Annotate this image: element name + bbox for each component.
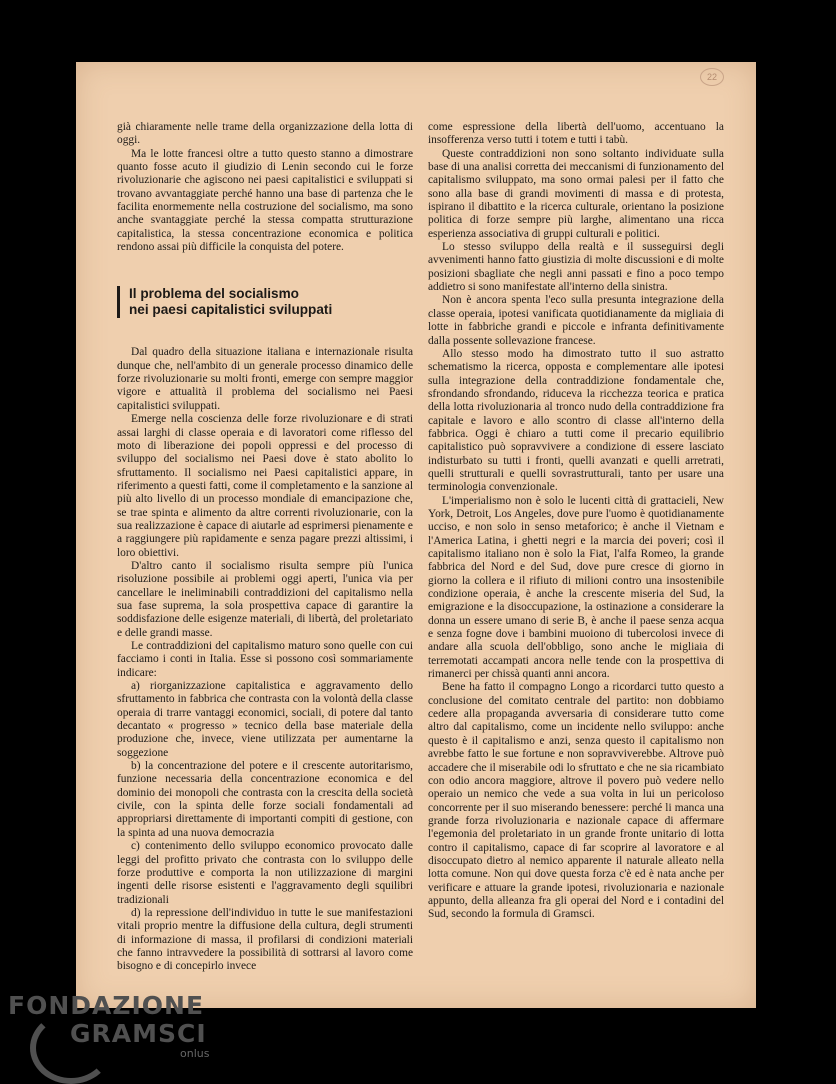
left-list-item-b: b) la concentrazione del potere e il crescente autoritarismo, funzione necessaria della concentrazione economica e del dominio dei monopoli che contrasta con la crescita della società civile, con la spinta delle forze sociali fondamentali ad appropriarsi direttamente di importanti compiti di gestione, con la spinta ad una nuova democrazia [117, 760, 413, 839]
right-paragraph-6: L'imperialismo non è solo le lucenti città di grattacieli, New York, Detroit, Los Angeles, dove pure l'uomo è quotidianamente ucciso, e non solo in senso metaforico; è anche il Vietnam e l'America Latina, i ghetti negri e la marcia dei poveri; così il capitalismo italiano non è solo la Fiat, l'alfa Romeo, la grande fabbrica del Nord e del Sud, dove pure cresce di giorno in giorno la collera e il rifiuto di milioni contro una insostenibile condizione operaia, è anche la crescente miseria del Sud, la emigrazione e la disoccupazione, la ostinazione a considerare la donna un essere umano di serie B, è anche il paese senza acqua e senza fogne dove i bambini muoiono di tubercolosi invece di andare alla scuola dell'obbligo, sono anche le migliaia di terremotati accampati ancora nelle tende con la prospettiva di rimanerci per chissà quanti anni ancora. [428, 494, 724, 681]
left-body-paragraph-3: D'altro canto il socialismo risulta sempre più l'unica risoluzione possibile ai problemi oggi aperti, l'unica via per cancellare le ineliminabili contraddizioni del capitalismo nella sua fase suprema, la sola prospettiva capace di garantire la soddisfazione delle esigenze materiali, di libertà, del proletariato e delle grandi masse. [117, 559, 413, 639]
left-list-item-c: c) contenimento dello sviluppo economico provocato dalle leggi del profitto privato che contrasta con lo sviluppo delle forze produttive e comporta la non utilizzazione di margini ingenti delle risorse esistenti e l'aggravamento degli squilibri tradizionali [117, 840, 413, 906]
logo-line-3: onlus [180, 1047, 210, 1060]
page-number-stamp: 22 [700, 68, 724, 86]
logo-line-1: FONDAZIONE [8, 991, 205, 1020]
right-paragraph-1: come espressione della libertà dell'uomo, accentuano la insofferenza verso tutti i totem e tutti i tabù. [428, 121, 724, 147]
section-heading-line-2: nei paesi capitalistici sviluppati [129, 302, 333, 318]
left-intro-paragraph-2: Ma le lotte francesi oltre a tutto questo stanno a dimostrare quanto fosse acuto il giudizio di Lenin secondo cui le forze rivoluzionarie che agiscono nei paesi capitalistici e sviluppati si trovano avvantaggiate perché hanno una base di partenza che le facilita enormemente nella costruzione del socialismo, ma sono anche svantaggiate perché la stessa compatta strutturazione capitalistica, la stessa concentrazione economica e politica rendono assai più difficile la conquista del potere. [117, 147, 413, 254]
right-column [428, 121, 724, 922]
right-paragraph-4: Non è ancora spenta l'eco sulla presunta integrazione della classe operaia, ipotesi vanificata quotidianamente da migliaia di lotte in fabbriche grandi e piccole e infranta definitivamente dalla possente sollevazione francese. [428, 294, 724, 347]
left-list-item-d: d) la repressione dell'individuo in tutte le sue manifestazioni vitali proprio mentre la diffusione della cultura, degli strumenti di informazione di massa, il profilarsi di condizioni materiali che fanno intravvedere la possibilità di sottrarsi al lavoro come bisogno e di concepirlo invece [117, 906, 413, 973]
left-body-paragraph-4: Le contraddizioni del capitalismo maturo sono quelle con cui facciamo i conti in Italia. Esse si possono così sommariamente indicare: [117, 640, 413, 679]
left-column [117, 121, 413, 974]
fondazione-gramsci-logo [8, 992, 209, 1060]
right-paragraph-5: Allo stesso modo ha dimostrato tutto il suo astratto schematismo la ricerca, opposta e complementare alle ipotesi sulla integrazione della contraddizione fondamentale che, sfrondando sfrondando, riduceva la ricchezza teorica e pratica della lotta rivoluzionaria al tronco nudo della contraddizione fra capitale e lavoro e allo scontro di classe all'interno della fabbrica. Oggi è chiaro a tutti come il precario equilibrio capitalistico può sopravvivere a condizione di essere lasciato indisturbato su tutti i fronti, quelli avanzati e quelli arretrati, quelli strutturali e quelli sovrastrutturali, tanto per usare una terminologia convenzionale. [428, 347, 724, 494]
left-intro-paragraph-1: già chiaramente nelle trame della organizzazione della lotta di oggi. [117, 121, 413, 147]
section-heading-line-1: Il problema del socialismo [129, 286, 299, 302]
left-body-paragraph-2: Emerge nella coscienza delle forze rivoluzionare e di strati assai larghi di classe operaia e di lavoratori come riflesso del moto di liberazione dei popoli oppressi e del processo di sviluppo del socialismo nei Paesi dove è stato abolito lo sfruttamento. Il socialismo nei Paesi capitalistici appare, in riferimento a questi fatti, come il completamento e la sanzione al più alto livello di un processo mondiale di emancipazione che, se trae spinta e alimento da altre correnti rivoluzionarie, con la sua realizzazione è capace di aiutarle ad esprimersi pienamente e a raggiungere più rapidamente e senza pagare prezzi altissimi, i loro obiettivi. [117, 413, 413, 559]
right-paragraph-7: Bene ha fatto il compagno Longo a ricordarci tutto questo a conclusione del comitato centrale del partito: non dobbiamo cedere alla propaganda avversaria di considerare tutto come altro dal capitalismo, come un incidente nello sviluppo: anche questo è il capitalismo e anzi, senza questo il capitalismo non avrebbe fatto le sue fortune e non sopravviverebbe. Altrove può accadere che il miserabile odi lo sfruttato e che ne sia ricambiato con odio ancora maggiore, altrove il povero può vedere nello operaio un nemico che vede a sua volta in lui un pericoloso concorrente per il suo miserando benessere: perché li manca una grande forza rivoluzionaria e nazionale capace di affermare l'egemonia del proletariato in un grande fronte unitario di lotta contro il capitalismo, capace di far scoprire al lavoratore e al disoccupato dietro al nemico apparente il naturale alleato nella lotta comune. Non qui dove questa forza c'è ed è nata anche per verificare e attuare la grande ipotesi, rivoluzionaria e nazionale appunto, della alleanza fra gli operai del Nord e i contadini del Sud, secondo la formula di Gramsci. [428, 681, 724, 921]
right-paragraph-3: Lo stesso sviluppo della realtà e il susseguirsi degli avvenimenti hanno fatto giustizia di molte discussioni e di molte posizioni sbagliate che negli anni passati e fino a poco tempo addietro si sono manifestate all'interno della sinistra. [428, 241, 724, 294]
left-body-paragraph-1: Dal quadro della situazione italiana e internazionale risulta dunque che, nell'ambito di un generale processo dinamico delle forze rivoluzionarie su molti fronti, emerge con sempre maggior vigore e attualità il problema del socialismo nei Paesi capitalistici sviluppati. [117, 346, 413, 412]
section-heading [117, 286, 413, 318]
right-paragraph-2: Queste contraddizioni non sono soltanto individuate sulla base di una analisi corretta dei meccanismi di funzionamento del capitalismo sviluppato, ma sono ormai palesi per il fatto che sono alla base di grandi movimenti di massa e di protesta, ispirano il dibattito e la ricerca culturale, orientano la posizione politica di forze sempre più larghe, alimentano una ricca esperienza associativa di gruppi culturali e politici. [428, 147, 724, 240]
left-list-item-a: a) riorganizzazione capitalistica e aggravamento dello sfruttamento in fabbrica che contrasta con la volontà della classe operaia di trarre vantaggi economici, sociali, di potere dal tanto decantato « progresso » tecnico della base materiale della produzione che, invece, viene utilizzata per aumentarne la soggezione [117, 680, 413, 759]
logo-line-2: GRAMSCI [70, 1019, 207, 1048]
